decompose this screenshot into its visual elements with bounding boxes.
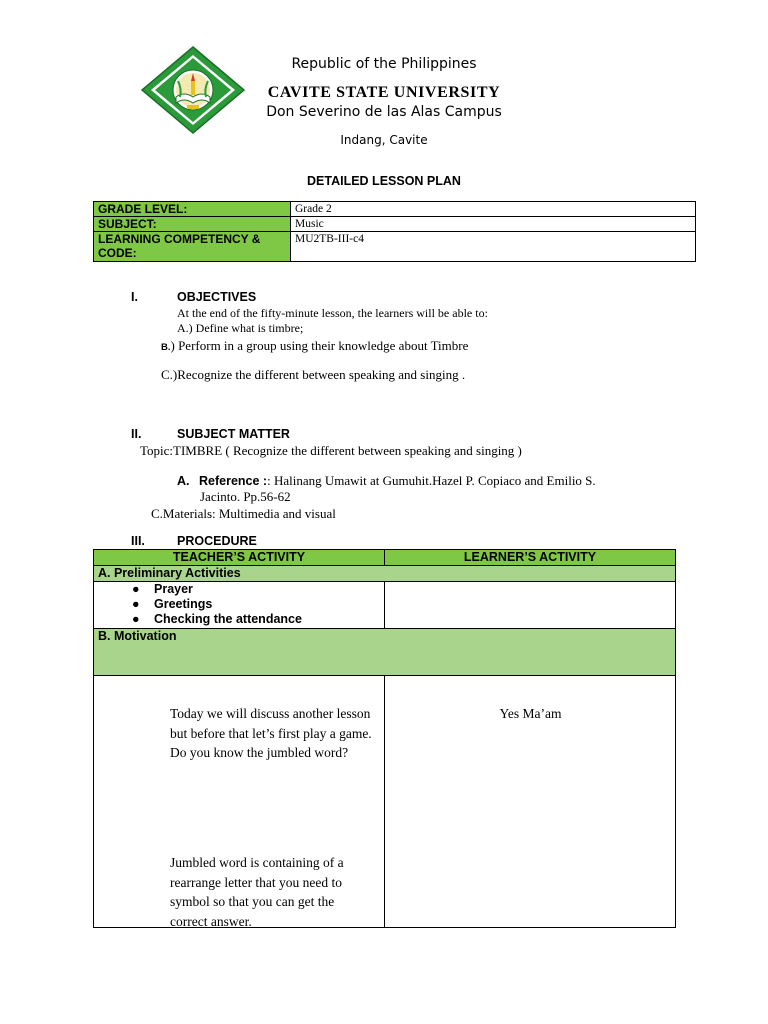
bullet-glyph: ● [132,597,140,611]
bullet-text: Checking the attendance [154,612,302,626]
teacher-paragraph-2: Jumbled word is containing of a rearrange letter that you need to symbol so that you can get the correct answer. [170,855,344,929]
university-name: CAVITE STATE UNIVERSITY [267,84,501,101]
objective-b [161,337,468,355]
preliminary-list [94,582,384,627]
bullet-text: Prayer [154,582,193,596]
objective-b-prefix: B. [161,342,171,353]
info-label: SUBJECT: [94,217,291,232]
list-item [94,612,384,627]
teacher-activity-header: TEACHER’S ACTIVITY [94,550,385,566]
motivation-section-row [94,629,676,676]
reference-text-cont: Jacinto. Pp.56-62 [200,489,291,504]
document-title: DETAILED LESSON PLAN [307,174,461,188]
teacher-paragraph-1: Today we will discuss another lesson but before that let’s first play a game. Do you know the jumbled word? [170,706,372,760]
motivation-content-row [94,676,676,928]
preliminary-teacher-cell [94,582,385,629]
info-value: Grade 2 [291,202,696,217]
info-row-subject [94,217,696,232]
bullet-glyph: ● [132,582,140,596]
university-logo [140,45,246,135]
learner-activity-header: LEARNER’S ACTIVITY [385,550,676,566]
preliminary-section-row [94,566,676,582]
bullet-glyph: ● [132,612,140,626]
preliminary-content-row [94,582,676,629]
info-label: LEARNING COMPETENCY & CODE: [94,232,291,262]
objective-b-text: ) Perform in a group using their knowledge about Timbre [170,338,469,353]
reference-line [177,472,697,490]
objectives-title: OBJECTIVES [177,290,257,304]
republic-text: Republic of the Philippines [291,56,477,72]
procedure-table [93,549,676,928]
bullet-text: Greetings [154,597,213,611]
lesson-info-table [93,201,696,262]
subject-matter-title: SUBJECT MATTER [177,427,290,441]
motivation-label: B. Motivation [94,629,676,676]
preliminary-learner-cell [385,582,676,629]
motivation-teacher-cell [94,676,385,928]
reference-label: Reference : [199,474,268,488]
materials-text: C.Materials: Multimedia and visual [151,506,336,521]
info-row-grade [94,202,696,217]
reference-marker: A. [177,474,190,488]
objective-a: A.) Define what is timbre; [177,321,304,335]
procedure-title: PROCEDURE [177,534,257,548]
motivation-learner-cell [385,676,676,928]
learner-response-1: Yes Ma’am [499,706,562,721]
subject-matter-number: II. [131,427,142,441]
list-item [94,597,384,612]
objective-c: C.)Recognize the different between speaking and singing . [161,367,466,382]
procedure-header-row [94,550,676,566]
town-name: Indang, Cavite [340,133,428,147]
reference-text: : Halinang Umawit at Gumuhit.Hazel P. Copiaco and Emilio S. [267,473,596,488]
objectives-number: I. [131,290,138,304]
topic-text: Topic:TIMBRE ( Recognize the different between speaking and singing ) [140,443,522,458]
info-label: GRADE LEVEL: [94,202,291,217]
info-row-competency [94,232,696,262]
list-item [94,582,384,597]
info-value: MU2TB-III-c4 [291,232,696,262]
objectives-intro: At the end of the fifty-minute lesson, the learners will be able to: [177,306,488,320]
preliminary-activities-label: A. Preliminary Activities [94,566,676,582]
info-value: Music [291,217,696,232]
procedure-number: III. [131,534,145,548]
campus-name: Don Severino de las Alas Campus [266,104,502,120]
